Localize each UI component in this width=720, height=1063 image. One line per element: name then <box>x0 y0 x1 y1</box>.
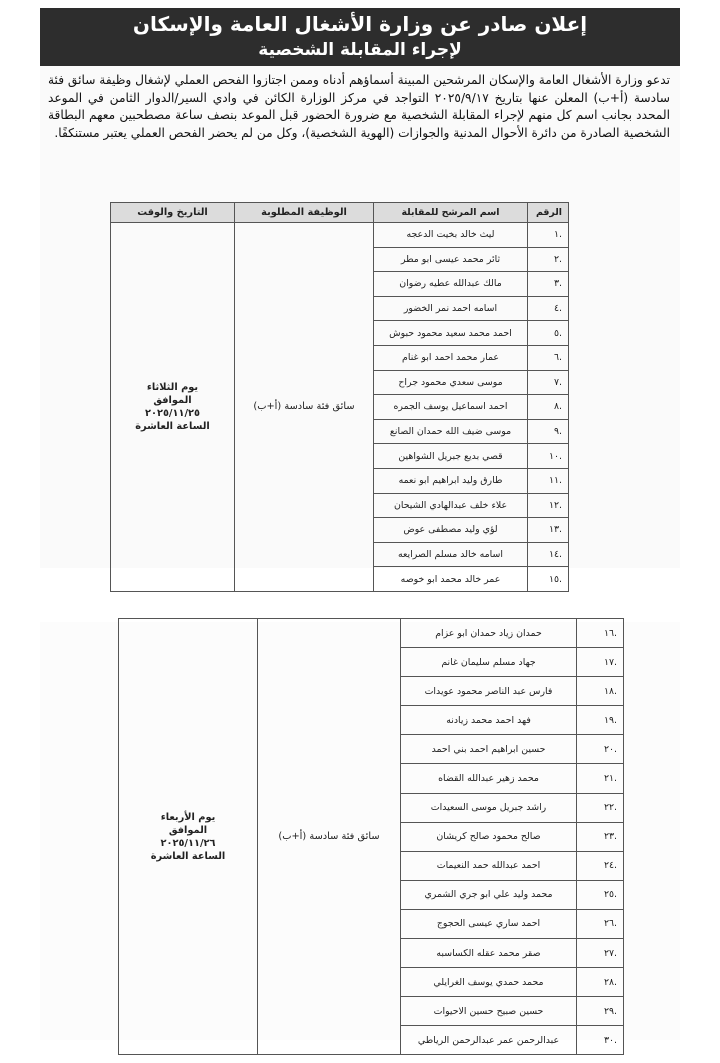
row-number: .٣ <box>528 272 569 297</box>
row-number: .٢٨ <box>577 968 624 997</box>
candidate-name: طارق وليد ابراهيم ابو نعمه <box>374 468 528 493</box>
candidate-name: محمد زهير عبدالله القضاه <box>401 764 577 793</box>
candidate-name: ثائر محمد عيسى ابو مطر <box>374 247 528 272</box>
row-number: .٣٠ <box>577 1026 624 1055</box>
row-number: .٢٠ <box>577 735 624 764</box>
row-number: .٧ <box>528 370 569 395</box>
row-number: .٢٤ <box>577 851 624 880</box>
row-number: .٢٧ <box>577 939 624 968</box>
header-subtitle: لإجراء المقابلة الشخصية <box>258 40 462 60</box>
row-number: .٩ <box>528 419 569 444</box>
row-number: .١٥ <box>528 567 569 592</box>
row-number: .٢٥ <box>577 880 624 909</box>
candidate-name: عبدالرحمن عمر عبدالرحمن الرياطي <box>401 1026 577 1055</box>
candidate-name: صقر محمد عقله الكساسبه <box>401 939 577 968</box>
candidate-name: عمر خالد محمد ابو خوصه <box>374 567 528 592</box>
date-time-cell <box>119 619 258 1055</box>
table-header-row <box>111 203 569 223</box>
date-date: ٢٠٢٥/١١/٢٦ <box>160 837 216 849</box>
candidate-name: احمد اسماعيل يوسف الجمره <box>374 395 528 420</box>
announcement-bottom-section <box>40 622 680 1046</box>
candidate-name: صالح محمود صالح كريشان <box>401 822 577 851</box>
date-time-cell <box>111 223 235 592</box>
candidates-table-1 <box>110 202 569 592</box>
row-number: .٢٣ <box>577 822 624 851</box>
date-date: ٢٠٢٥/١١/٢٥ <box>145 407 200 419</box>
row-number: .٤ <box>528 296 569 321</box>
announcement-header <box>40 8 680 66</box>
intro-paragraph: تدعو وزارة الأشغال العامة والإسكان المرشحين المبينة أسماؤهم أدناه وممن اجتازوا الفحص العملي لإشغال وظيفة سائق فئة سادسة (أ+ب) المعلن عنها بتاريخ ٢٠٢٥/٩/١٧ التواجد في مركز الوزارة الكائن في وادي السير/الدوار الثامن في الموعد المحدد بجانب اسم كل منهم لإجراء المقابلة الشخصية مع ضرورة الحضور قبل الموعد بنصف ساعة مصطحبين معهم البطاقة الشخصية الصادرة من دائرة الأحوال المدنية والجوازات (الهوية الشخصية)، وكل من لم يحضر الفحص العملي يعتبر مستنكفًا. <box>48 73 670 140</box>
job-title-cell: سائق فئة سادسة (أ+ب) <box>258 619 401 1055</box>
row-number: .١٧ <box>577 648 624 677</box>
candidate-name: احمد عبدالله حمد النعيمات <box>401 851 577 880</box>
candidate-name: لؤي وليد مصطفى عوض <box>374 518 528 543</box>
row-number: .٢١ <box>577 764 624 793</box>
candidate-name: موسى ضيف الله حمدان الصانع <box>374 419 528 444</box>
candidate-name: علاء خلف عبدالهادي الشيحان <box>374 493 528 518</box>
row-number: .١١ <box>528 468 569 493</box>
candidate-name: فهد احمد محمد زيادنه <box>401 706 577 735</box>
row-number: .١٣ <box>528 518 569 543</box>
candidates-table-2 <box>118 618 624 1055</box>
row-number: .٢ <box>528 247 569 272</box>
candidate-name: محمد وليد علي ابو جري الشمري <box>401 880 577 909</box>
candidate-name: حمدان زياد حمدان ابو عزام <box>401 619 577 648</box>
row-number: .٢٢ <box>577 793 624 822</box>
date-day: يوم الأربعاء <box>160 811 216 823</box>
candidate-name: احمد محمد سعيد محمود حبوش <box>374 321 528 346</box>
candidate-name: موسى سعدي محمود جراح <box>374 370 528 395</box>
row-number: .٦ <box>528 345 569 370</box>
table-row <box>111 223 569 248</box>
row-number: .١٩ <box>577 706 624 735</box>
date-agree: الموافق <box>153 394 192 406</box>
row-number: .٢٩ <box>577 997 624 1026</box>
date-time: الساعة العاشرة <box>150 850 226 862</box>
candidate-name: عمار محمد احمد ابو غنام <box>374 345 528 370</box>
row-number: .٥ <box>528 321 569 346</box>
candidate-name: مالك عبدالله عطيه رضوان <box>374 272 528 297</box>
row-number: .١٠ <box>528 444 569 469</box>
date-day: يوم الثلاثاء <box>146 381 199 393</box>
table-row <box>119 619 624 648</box>
row-number: .١ <box>528 223 569 248</box>
col-header-name: اسم المرشح للمقابلة <box>374 203 528 223</box>
candidate-name: راشد جبريل موسى السعيدات <box>401 793 577 822</box>
row-number: .٢٦ <box>577 909 624 938</box>
candidate-name: اسامه خالد مسلم الصرايعه <box>374 542 528 567</box>
col-header-num: الرقم <box>528 203 569 223</box>
row-number: .٨ <box>528 395 569 420</box>
candidate-name: محمد حمدي يوسف الغرايلي <box>401 968 577 997</box>
date-time: الساعة العاشرة <box>135 420 210 432</box>
row-number: .١٦ <box>577 619 624 648</box>
row-number: .١٢ <box>528 493 569 518</box>
header-title: إعلان صادر عن وزارة الأشغال العامة والإسكان <box>132 12 588 36</box>
announcement-top-section <box>40 8 680 585</box>
col-header-date: التاريخ والوقت <box>111 203 235 223</box>
date-agree: الموافق <box>168 824 208 836</box>
candidate-name: حسين ابراهيم احمد بني احمد <box>401 735 577 764</box>
col-header-job: الوظيفة المطلوبة <box>235 203 374 223</box>
candidate-name: جهاد مسلم سليمان غانم <box>401 648 577 677</box>
candidate-name: فارس عبد الناصر محمود عويدات <box>401 677 577 706</box>
candidate-name: حسين صبيح حسين الاحيوات <box>401 997 577 1026</box>
job-title-cell: سائق فئة سادسة (أ+ب) <box>235 223 374 592</box>
candidate-name: ليث خالد بخيت الدعجه <box>374 223 528 248</box>
candidate-name: قصي بديع جبريل الشواهين <box>374 444 528 469</box>
candidate-name: احمد ساري عيسى الحجوج <box>401 909 577 938</box>
row-number: .١٤ <box>528 542 569 567</box>
row-number: .١٨ <box>577 677 624 706</box>
candidate-name: اسامه احمد نمر الخضور <box>374 296 528 321</box>
